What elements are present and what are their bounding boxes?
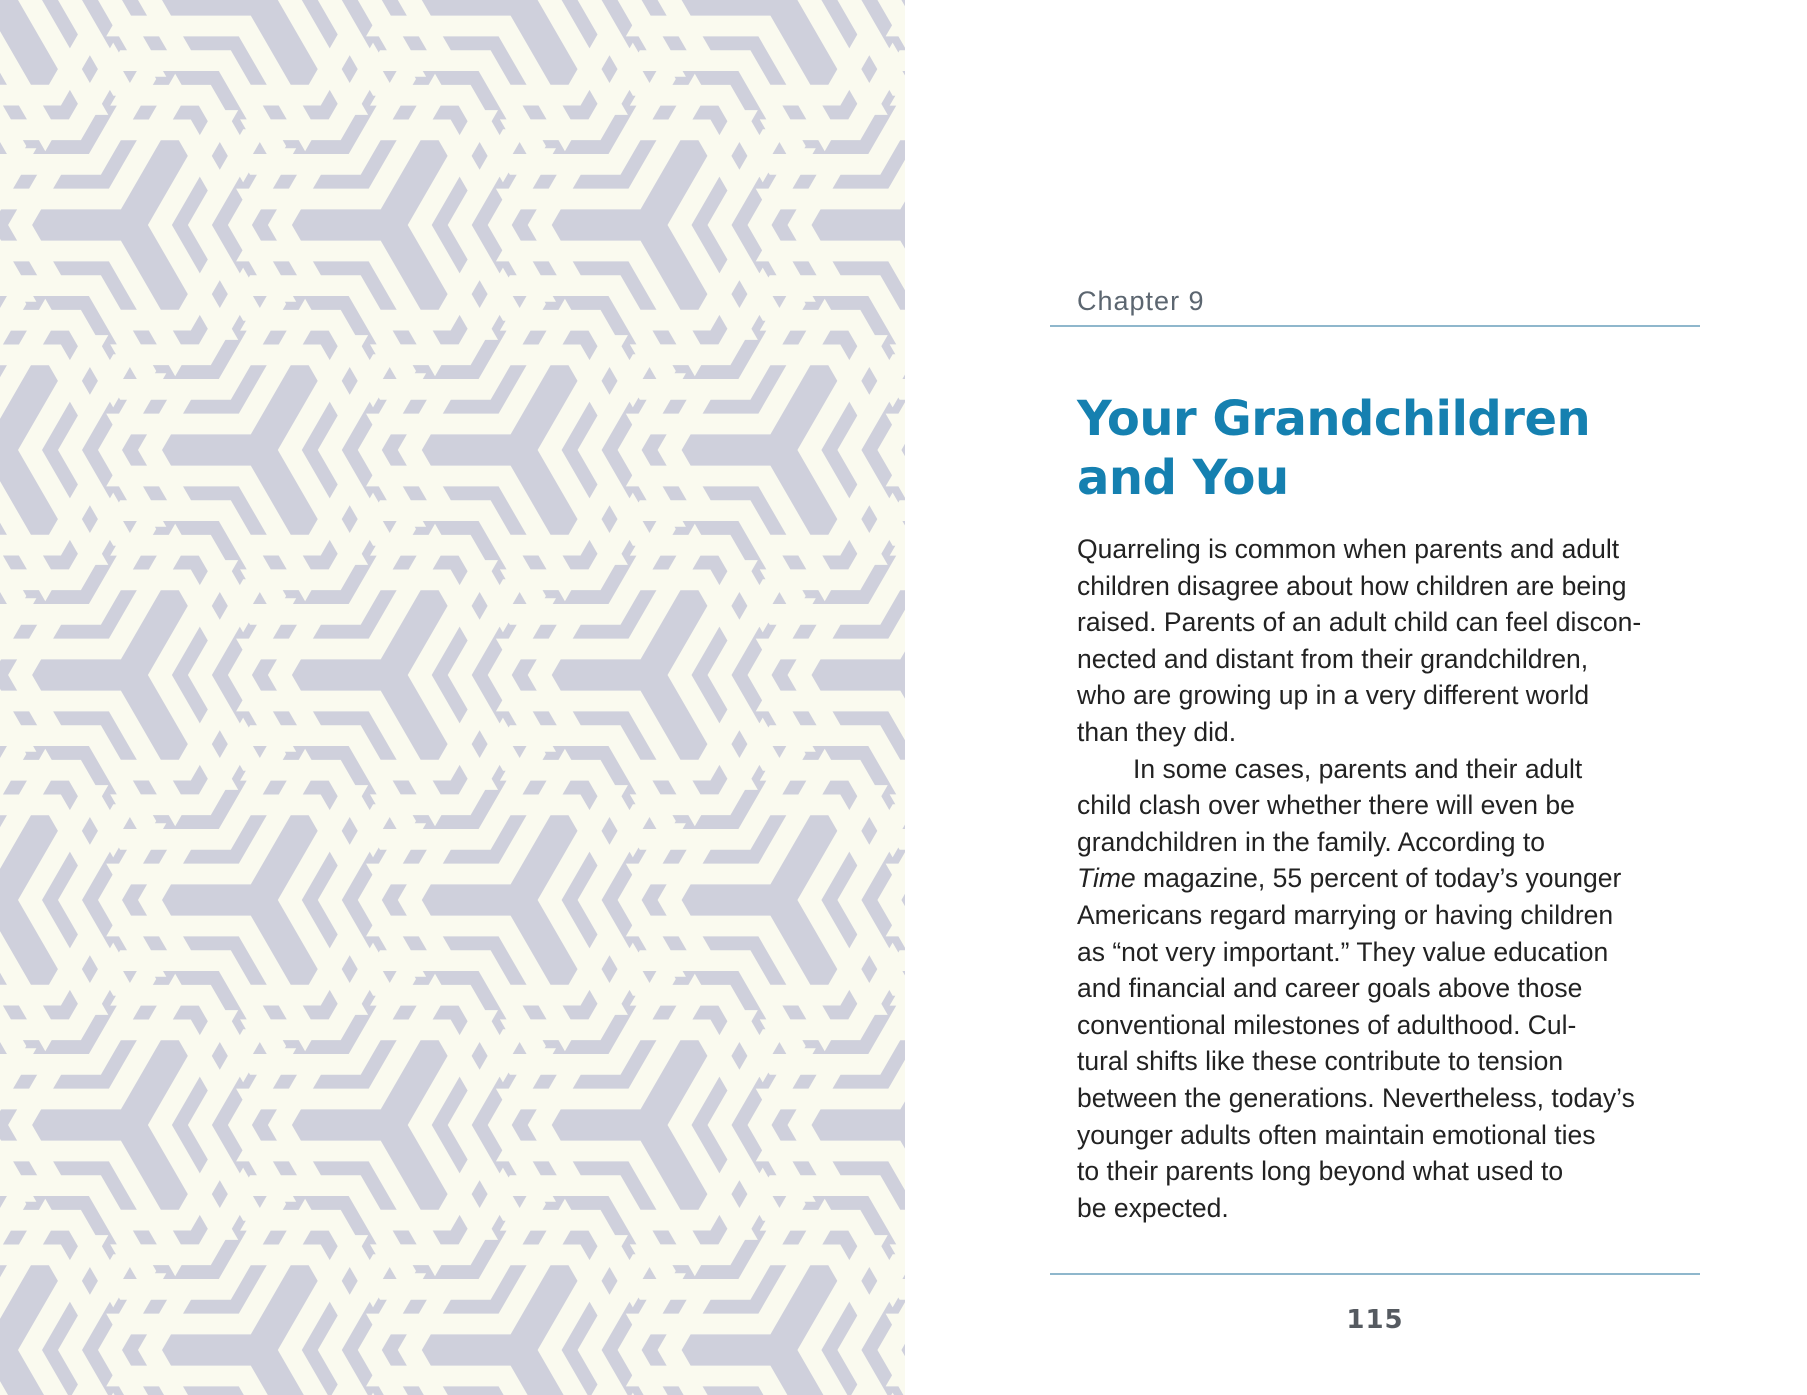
chapter-label: Chapter 9 [1077, 286, 1205, 316]
body-line-with-italic [1077, 860, 1697, 897]
body-line: Americans regard marrying or having children [1077, 899, 1614, 930]
body-line: between the generations. Nevertheless, today’s [1077, 1082, 1635, 1113]
body-line: grandchildren in the family. According to [1077, 826, 1545, 857]
body-line: Quarreling is common when parents and adult [1077, 534, 1620, 564]
body-line: children disagree about how children are being [1077, 570, 1627, 601]
body-line: be expected. [1077, 1192, 1229, 1223]
body-line: nected and distant from their grandchildren, [1077, 643, 1589, 674]
body-line: younger adults often maintain emotional ties [1077, 1119, 1596, 1150]
chapter-title [1077, 390, 1677, 508]
body-line: child clash over whether there will even be [1077, 790, 1575, 821]
body-text [1077, 531, 1697, 1226]
body-line: to their parents long beyond what used to [1077, 1156, 1564, 1187]
body-line: raised. Parents of an adult child can feel discon- [1077, 607, 1642, 638]
body-line-indented: In some cases, parents and their adult [1133, 753, 1583, 784]
chapter-title-line-2: and You [1077, 450, 1289, 506]
body-line: tural shifts like these contribute to tension [1077, 1046, 1564, 1077]
chapter-title-line-1: Your Grandchildren [1077, 391, 1591, 447]
body-line: conventional milestones of adulthood. Cul- [1077, 1009, 1577, 1040]
body-line: who are growing up in a very different world [1077, 680, 1590, 711]
italic-magazine-name: Time [1077, 863, 1136, 894]
bottom-rule [1050, 1273, 1700, 1275]
body-line: and financial and career goals above those [1077, 973, 1583, 1004]
top-rule [1050, 325, 1700, 327]
body-line: as “not very important.” They value education [1077, 936, 1609, 967]
body-line: than they did. [1077, 716, 1237, 747]
body-line-rest: magazine, 55 percent of today’s younger [1135, 863, 1622, 894]
page-number: 115 [1346, 1305, 1404, 1335]
